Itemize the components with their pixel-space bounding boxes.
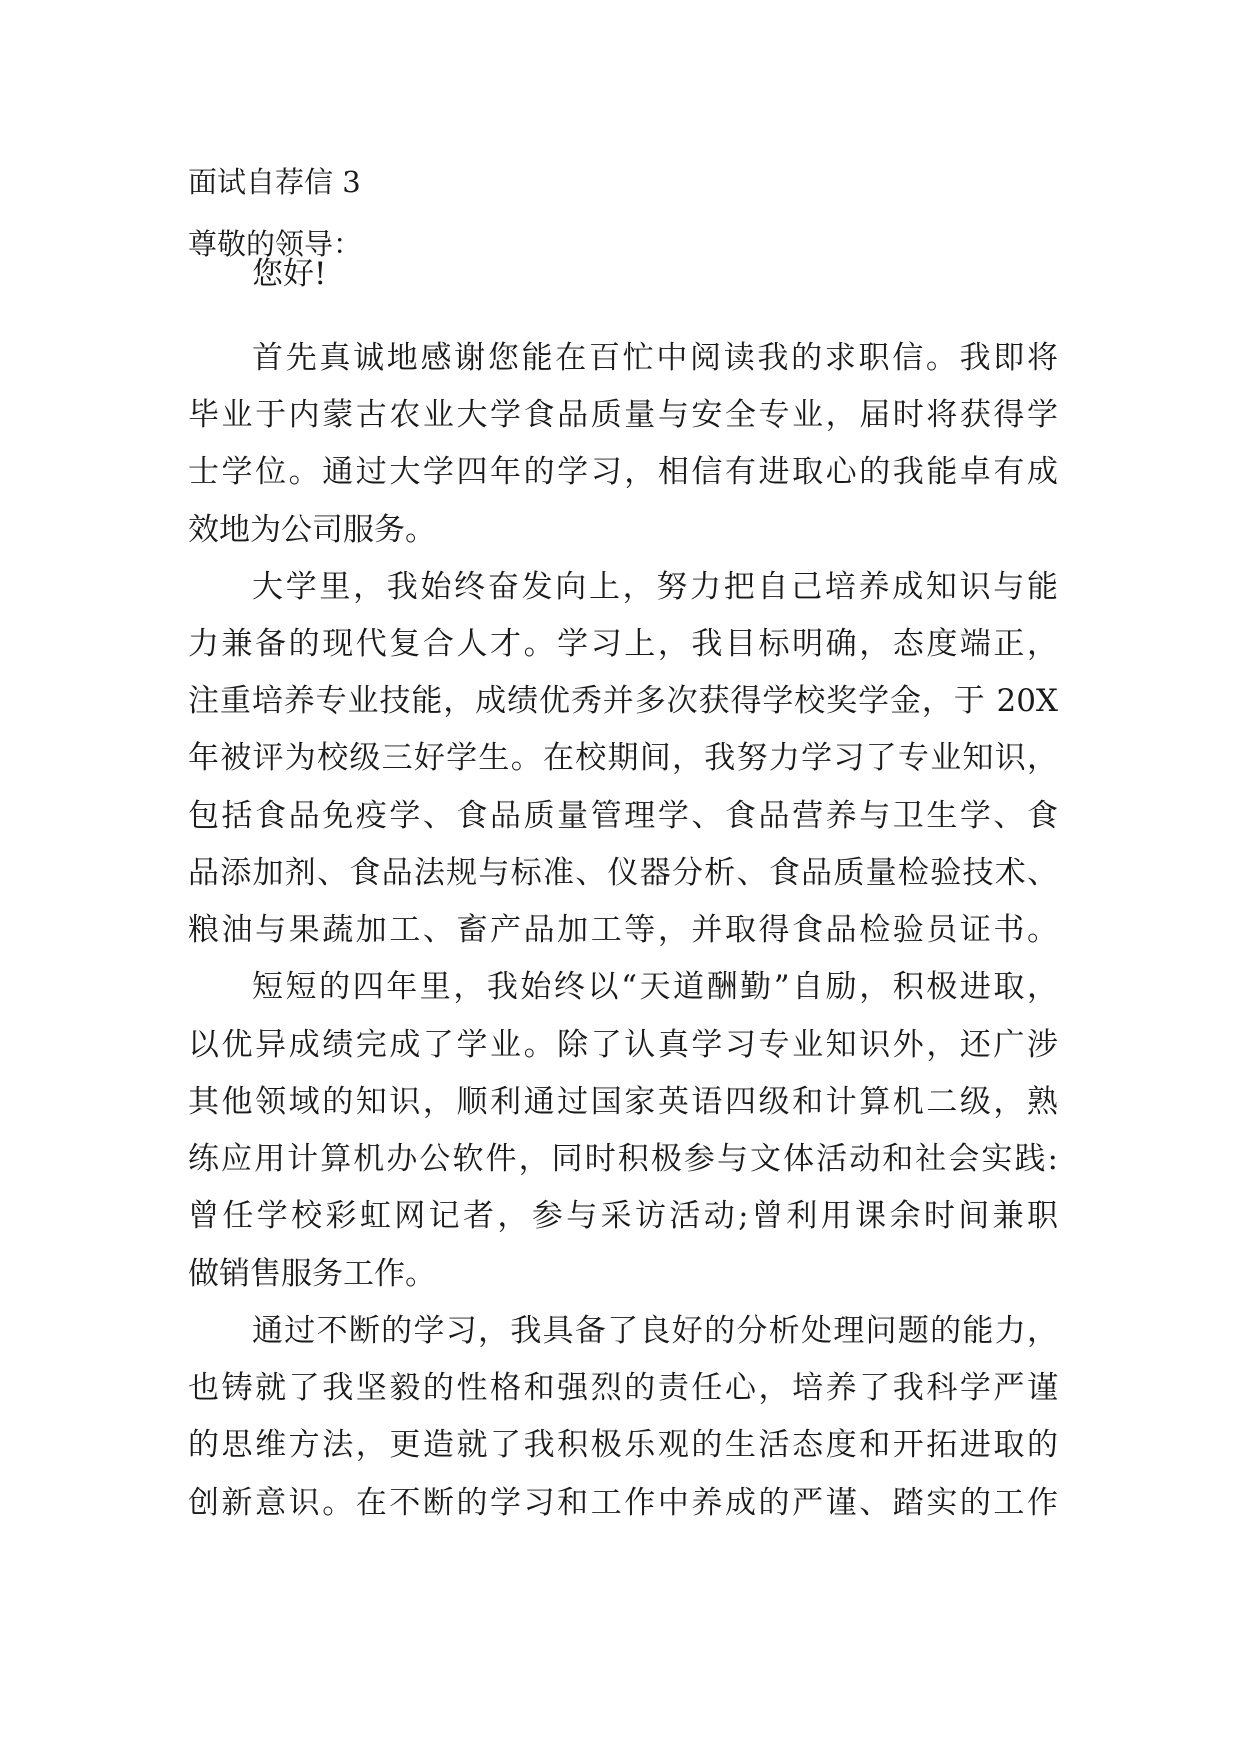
paragraph-line: 的思维方法，更造就了我积极乐观的生活态度和开拓进取的 [188, 1427, 1058, 1463]
paragraph-line: 做销售服务工作。 [188, 1256, 436, 1292]
paragraph-line: 也铸就了我坚毅的性格和强烈的责任心，培养了我科学严谨 [188, 1370, 1058, 1406]
paragraph-line: 曾任学校彩虹网记者，参与采访活动;曾利用课余时间兼职 [188, 1198, 1058, 1234]
paragraph-line: 力兼备的现代复合人才。学习上，我目标明确，态度端正， [188, 626, 1058, 662]
document-title: 面试自荐信 3 [188, 165, 361, 199]
paragraph-line: 毕业于内蒙古农业大学食品质量与安全专业，届时将获得学 [188, 397, 1058, 433]
salutation: 尊敬的领导： [188, 227, 363, 261]
paragraph-line: 粮油与果蔬加工、畜产品加工等，并取得食品检验员证书。 [188, 912, 1058, 948]
paragraph-line: 效地为公司服务。 [188, 512, 436, 548]
paragraph-line: 年被评为校级三好学生。在校期间，我努力学习了专业知识， [188, 740, 1058, 776]
paragraph-line: 练应用计算机办公软件，同时积极参与文体活动和社会实践: [188, 1141, 1058, 1177]
paragraph-line: 首先真诚地感谢您能在百忙中阅读我的求职信。我即将 [252, 340, 1058, 376]
paragraph-line: 短短的四年里，我始终以“天道酬勤”自励，积极进取， [252, 969, 1058, 1005]
paragraph-line: 注重培养专业技能，成绩优秀并多次获得学校奖学金，于 20X [188, 683, 1058, 719]
paragraph-line: 包括食品免疫学、食品质量管理学、食品营养与卫生学、食 [188, 798, 1058, 834]
greeting-line: 您好! [252, 256, 327, 292]
paragraph-line: 士学位。通过大学四年的学习，相信有进取心的我能卓有成 [188, 454, 1058, 490]
paragraph-line: 品添加剂、食品法规与标准、仪器分析、食品质量检验技术、 [188, 855, 1058, 891]
paragraph-line: 通过不断的学习，我具备了良好的分析处理问题的能力， [252, 1313, 1058, 1349]
paragraph-line: 其他领域的知识，顺利通过国家英语四级和计算机二级，熟 [188, 1084, 1058, 1120]
paragraph-line: 大学里，我始终奋发向上，努力把自己培养成知识与能 [252, 569, 1058, 605]
paragraph-line: 以优异成绩完成了学业。除了认真学习专业知识外，还广涉 [188, 1027, 1058, 1063]
paragraph-line: 创新意识。在不断的学习和工作中养成的严谨、踏实的工作 [188, 1485, 1058, 1521]
